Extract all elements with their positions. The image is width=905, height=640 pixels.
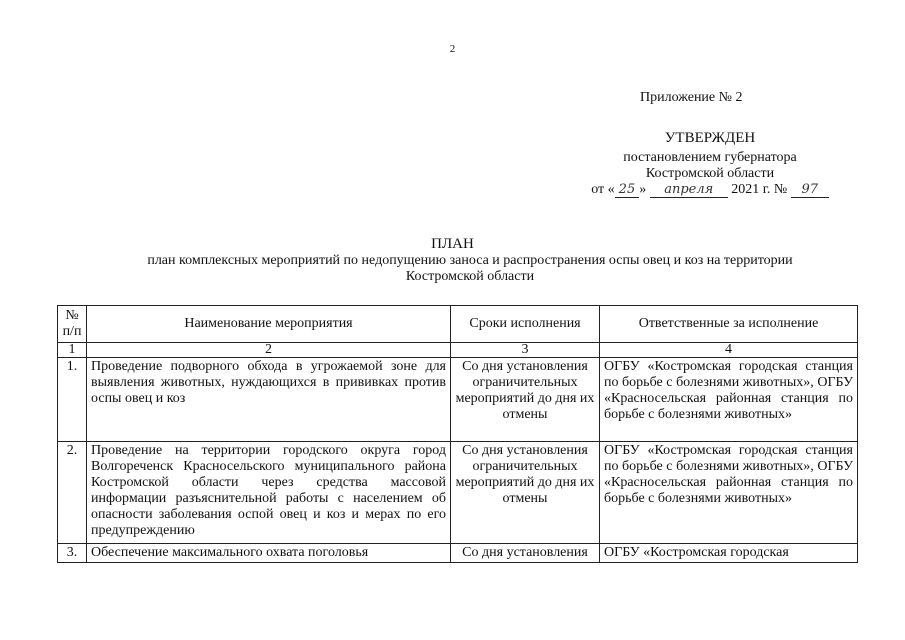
handwritten-number: 97 xyxy=(791,182,829,198)
column-number: 2 xyxy=(87,343,451,358)
header-responsible: Ответственные за исполнение xyxy=(600,306,858,343)
approval-line-2: Костромской области xyxy=(645,166,775,181)
row-responsible: ОГБУ «Костромская городская станция по борьбе с болезнями животных», ОГБУ «Красносельская районная станция по борьбе с болезнями животных» xyxy=(600,358,858,442)
handwritten-day: 25 xyxy=(615,182,640,198)
row-number: 2. xyxy=(58,442,87,544)
table-row xyxy=(58,358,858,442)
column-number-row xyxy=(58,343,858,358)
header-name: Наименование мероприятия xyxy=(87,306,451,343)
date-prefix: от « xyxy=(591,182,615,197)
row-number: 3. xyxy=(58,544,87,563)
table-row xyxy=(58,442,858,544)
plan-subtitle: план комплексных мероприятий по недопущению заноса и распространения оспы овец и коз на территории Костромской области xyxy=(147,253,793,284)
column-number: 4 xyxy=(600,343,858,358)
column-number: 1 xyxy=(58,343,87,358)
table-row xyxy=(58,544,858,563)
row-term: Со дня установления xyxy=(451,544,600,563)
plan-table xyxy=(57,305,858,563)
row-responsible: ОГБУ «Костромская городская станция по борьбе с болезнями животных», ОГБУ «Красносельская районная станция по борьбе с болезнями животных» xyxy=(600,442,858,544)
header-number: № п/п xyxy=(58,306,87,343)
row-term: Со дня установления ограничительных мероприятий до дня их отмены xyxy=(451,358,600,442)
column-number: 3 xyxy=(451,343,600,358)
row-term: Со дня установления ограничительных мероприятий до дня их отмены xyxy=(451,442,600,544)
row-measure: Проведение подворного обхода в угрожаемой зоне для выявления животных, нуждающихся в прививках против оспы овец и коз xyxy=(87,358,451,442)
row-responsible: ОГБУ «Костромская городская xyxy=(600,544,858,563)
row-measure: Проведение на территории городского округа город Волгореченск Красносельского муниципального района Костромской области через средства массовой информации разъяснительной работы с населением об опасности заболевания оспой овец и коз и мерах по его предупреждению xyxy=(87,442,451,544)
date-quote-close: » xyxy=(639,182,647,197)
row-number: 1. xyxy=(58,358,87,442)
date-year: 2021 г. № xyxy=(731,182,788,197)
approval-date-line xyxy=(580,182,840,198)
plan-title: ПЛАН xyxy=(431,236,474,252)
header-term: Сроки исполнения xyxy=(451,306,600,343)
approved-title: УТВЕРЖДЕН xyxy=(664,130,756,146)
table-header-row xyxy=(58,306,858,343)
row-measure: Обеспечение максимального охвата поголовья xyxy=(87,544,451,563)
handwritten-month: апреля xyxy=(650,182,728,198)
approval-line-1: постановлением губернатора xyxy=(623,150,797,165)
annex-label: Приложение № 2 xyxy=(640,90,743,105)
page-number: 2 xyxy=(449,43,456,55)
